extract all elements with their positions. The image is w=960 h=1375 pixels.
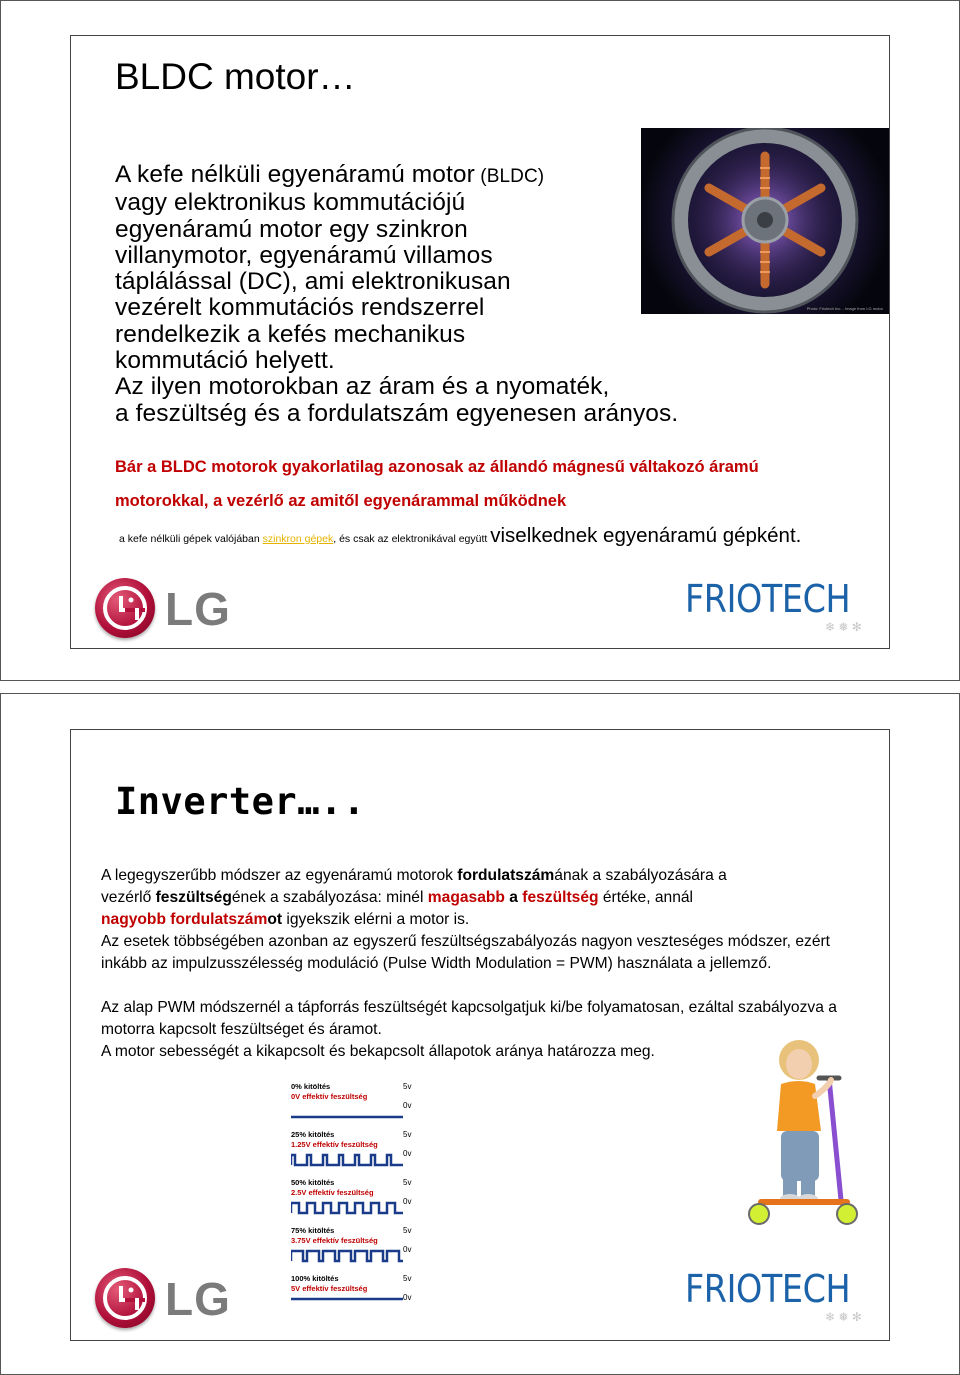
motor-image-credit: Photo: Friotech Inc. - Image from LG motor	[806, 306, 883, 311]
pwm-row-voltage-3: 3.75V effektív feszültség	[291, 1236, 378, 1245]
paragraph-1: A legegyszerűbb módszer az egyenáramú motorok fordulatszámának a szabályozására a vezérlő feszültségének a szabályozása: minél magasabb a feszültség értéke, annál nagyobb fordulatszámot igyekszik elérni a motor is.	[101, 867, 727, 928]
red-note-line-2: motorokkal, a vezérlő az amitől egyenárammal működnek	[115, 492, 567, 510]
pwm-v-low-4: 0v	[403, 1293, 412, 1302]
red-note-line-1: Bár a BLDC motorok gyakorlatilag azonosak az állandó mágnesű váltakozó áramú	[115, 458, 759, 476]
paragraph-2: Az esetek többségében azonban az egyszerű feszültségszabályozás nagyon veszteséges módszer, ezért inkább az impulzusszélesség moduláció (Pulse Width Modulation = PWM) használata a jellemző.	[101, 933, 831, 972]
pwm-v-high-1: 5v	[403, 1130, 412, 1139]
friotech-snowflake-icon-bottom: ❄ ❅ ✻	[825, 1310, 862, 1324]
small-note-part-2: , és csak az elektronikával együtt	[333, 533, 491, 545]
pwm-waveform-2	[291, 1203, 403, 1213]
pwm-v-high-4: 5v	[403, 1274, 412, 1283]
pwm-v-low-2: 0v	[403, 1197, 412, 1206]
friotech-logo	[685, 578, 875, 634]
pwm-v-low-0: 0v	[403, 1101, 412, 1110]
friotech-text-bottom: FRIOTECH	[685, 1267, 851, 1311]
paragraph-4: A motor sebességét a kikapcsolt és bekapcsolt állapotok aránya határozza meg.	[101, 1043, 655, 1060]
slide-1	[70, 35, 890, 649]
synchronous-machines-link[interactable]: szinkron gépek	[262, 533, 334, 545]
pwm-row-voltage-0: 0V effektív feszültség	[291, 1092, 368, 1101]
paragraph-3: Az alap PWM módszernél a tápforrás feszültségét kapcsolgatjuk ki/be folyamatosan, ezáltal szabályozva a motorra kapcsolt feszültséget és áramot.	[101, 999, 837, 1038]
slide-2-title: Inverter…..	[115, 780, 366, 823]
pwm-v-low-1: 0v	[403, 1149, 412, 1158]
para-line-3: egyenáramú motor egy szinkron	[115, 215, 468, 243]
small-note-big: viselkednek egyenáramú gépként.	[490, 524, 802, 547]
para-line-1b: (BLDC)	[474, 166, 545, 187]
para-line-1a: A kefe nélküli egyenáramú motor	[115, 161, 475, 188]
pwm-row-label-1: 25% kitöltés	[291, 1130, 335, 1139]
para-line-9: Az ilyen motorokban az áram és a nyomaték,	[115, 373, 610, 401]
pwm-row-voltage-1: 1.25V effektív feszültség	[291, 1140, 378, 1149]
pwm-v-high-0: 5v	[403, 1082, 412, 1091]
pwm-duty-cycle-diagram	[291, 1080, 421, 1320]
slide-2-text	[101, 865, 861, 1063]
small-note-part-1: a kefe nélküli gépek valójában	[119, 533, 263, 545]
friotech-snowflake-icon: ❄ ❅ ✻	[825, 620, 862, 634]
child-on-scooter-image	[743, 1036, 881, 1230]
para-line-7: rendelkezik a kefés mechanikus	[115, 320, 466, 348]
para-line-2: vagy elektronikus kommutációjú	[115, 189, 466, 217]
para-line-10: a feszültség és a fordulatszám egyenesen arányos.	[115, 399, 679, 427]
lg-circle-icon	[95, 578, 155, 638]
red-note	[115, 450, 875, 518]
pwm-row-voltage-4: 5V effektív feszültség	[291, 1284, 368, 1293]
friotech-logo-bottom	[685, 1268, 875, 1324]
pwm-row-label-0: 0% kitöltés	[291, 1082, 331, 1091]
slide-2	[70, 729, 890, 1341]
pwm-row-voltage-2: 2.5V effektív feszültség	[291, 1188, 374, 1197]
pwm-v-low-3: 0v	[403, 1245, 412, 1254]
pwm-v-high-2: 5v	[403, 1178, 412, 1187]
slide-1-paragraph	[115, 162, 755, 427]
para-line-5: táplálással (DC), ami elektronikusan	[115, 268, 511, 296]
para-line-4: villanymotor, egyenáramú villamos	[115, 241, 493, 269]
pwm-waveform-1	[291, 1155, 403, 1165]
para-line-8: kommutáció helyett.	[115, 347, 335, 375]
small-note-line	[119, 524, 890, 548]
friotech-text: FRIOTECH	[685, 577, 851, 621]
pwm-v-high-3: 5v	[403, 1226, 412, 1235]
pwm-row-label-2: 50% kitöltés	[291, 1178, 335, 1187]
pwm-row-label-3: 75% kitöltés	[291, 1226, 335, 1235]
lg-text-bottom: LG	[165, 1273, 231, 1325]
lg-logo-bottom	[95, 1268, 255, 1330]
lg-text: LG	[165, 583, 231, 635]
lg-logo	[95, 578, 255, 640]
pwm-waveform-3	[291, 1251, 403, 1261]
slide-1-title: BLDC motor…	[115, 56, 356, 97]
para-line-6: vezérelt kommutációs rendszerrel	[115, 294, 485, 322]
lg-circle-icon-bottom	[95, 1268, 155, 1328]
pwm-row-label-4: 100% kitöltés	[291, 1274, 339, 1283]
